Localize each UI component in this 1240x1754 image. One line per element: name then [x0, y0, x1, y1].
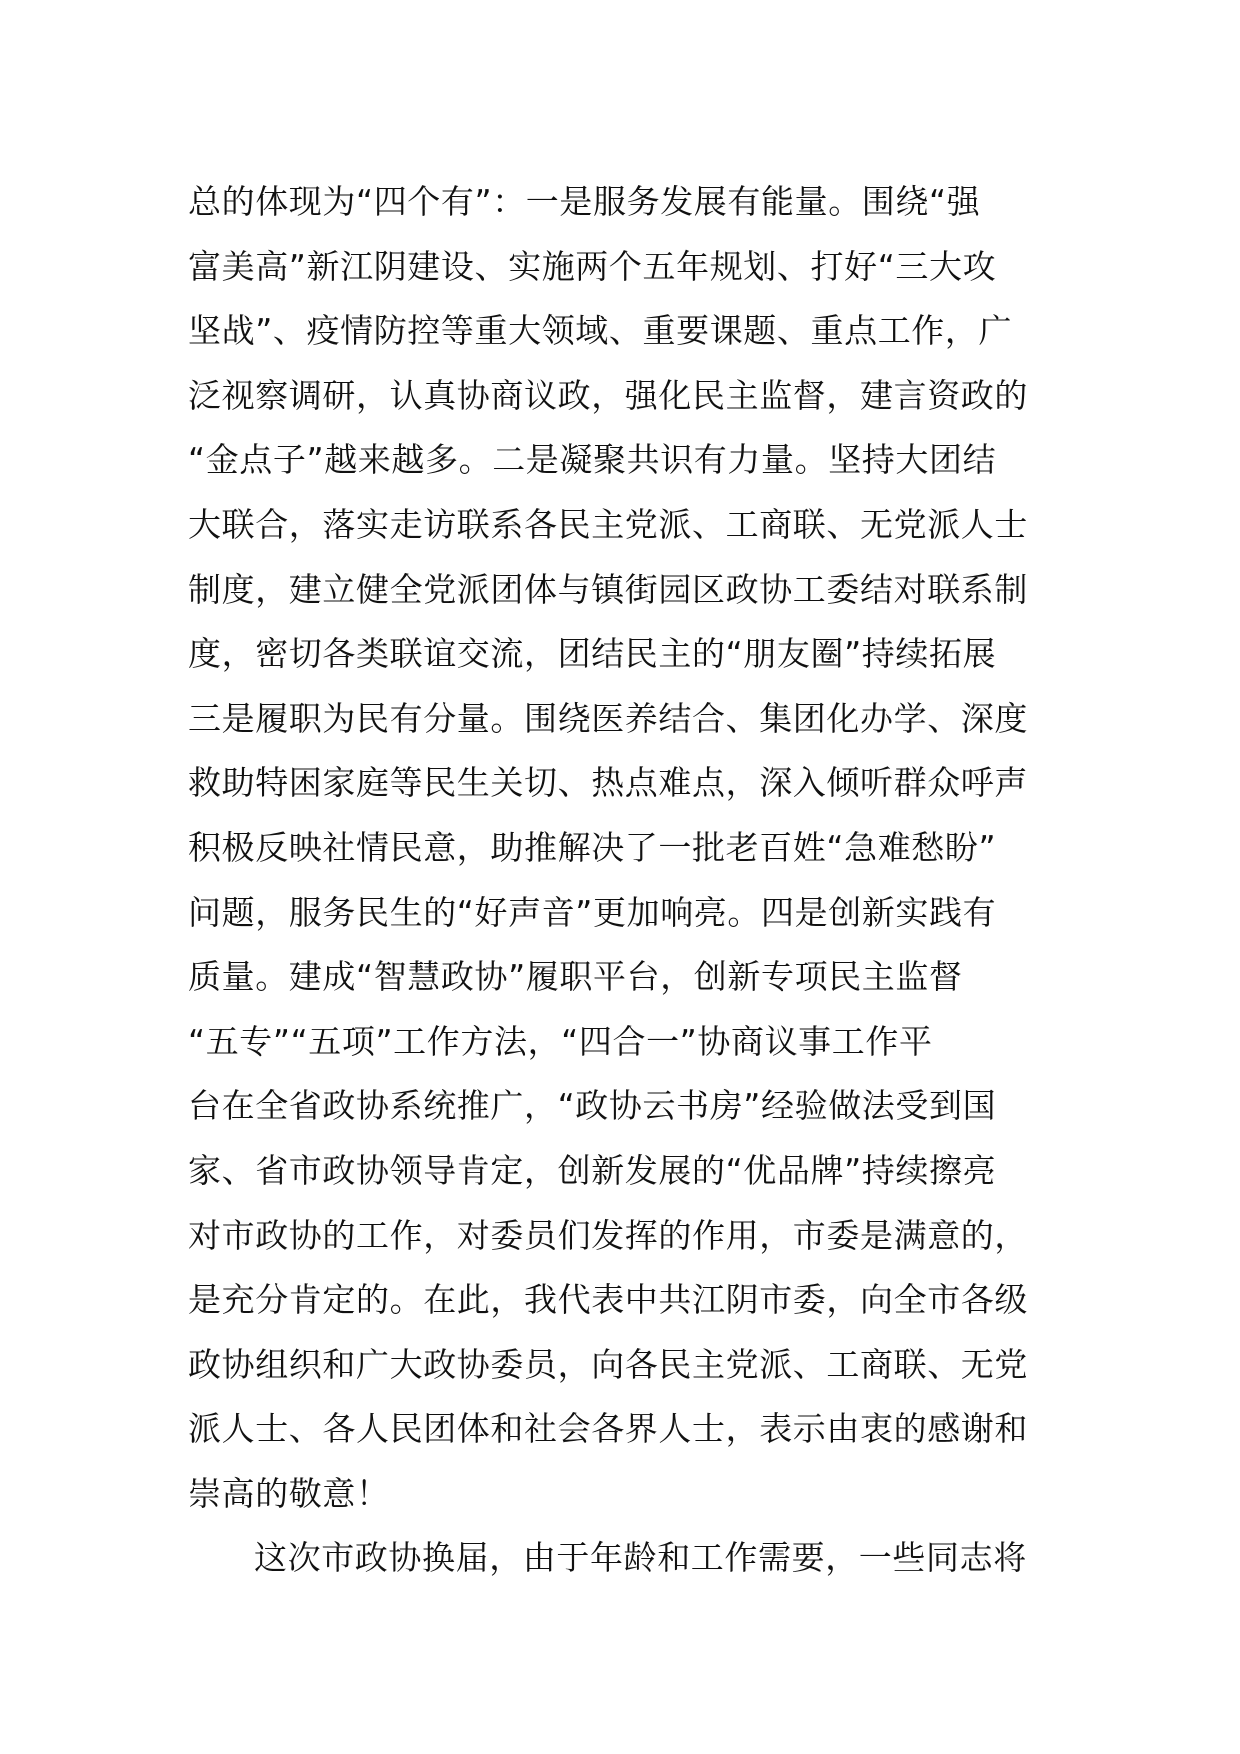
text-line: 大联合，落实走访联系各民主党派、工商联、无党派人士	[188, 504, 1028, 544]
text-line: “五专”“五项”工作方法，“四合一”协商议事工作平	[188, 1021, 933, 1061]
text-line: 派人士、各人民团体和社会各界人士，表示由衷的感谢和	[188, 1409, 1028, 1449]
text-line: 三是履职为民有分量。围绕医养结合、集团化办学、深度	[188, 698, 1028, 738]
text-line: 积极反映社情民意，助推解决了一批老百姓“急难愁盼”	[188, 827, 997, 867]
text-line: 救助特困家庭等民生关切、热点难点，深入倾听群众呼声	[188, 763, 1028, 803]
text-line: 是充分肯定的。在此，我代表中共江阴市委，向全市各级	[188, 1280, 1028, 1320]
body-text	[188, 170, 1058, 1591]
text-line: 崇高的敬意！	[188, 1473, 390, 1513]
text-line: 政协组织和广大政协委员，向各民主党派、工商联、无党	[188, 1344, 1028, 1384]
text-line: 度，密切各类联谊交流，团结民主的“朋友圈”持续拓展	[188, 634, 997, 674]
text-line: 总的体现为“四个有”：一是服务发展有能量。围绕“强	[188, 182, 981, 221]
paragraph-start-line: 这次市政协换届，由于年龄和工作需要，一些同志将	[254, 1538, 1027, 1578]
text-line: 坚战”、疫情防控等重大领域、重要课题、重点工作，广	[188, 311, 1013, 351]
text-line: “金点子”越来越多。二是凝聚共识有力量。坚持大团结	[188, 440, 997, 480]
text-line: 家、省市政协领导肯定，创新发展的“优品牌”持续擦亮	[188, 1150, 997, 1190]
text-line: 质量。建成“智慧政协”履职平台，创新专项民主监督	[188, 957, 963, 997]
text-line: 对市政协的工作，对委员们发挥的作用，市委是满意的，	[188, 1215, 1028, 1255]
text-line: 富美高”新江阴建设、实施两个五年规划、打好“三大攻	[188, 246, 997, 286]
text-line: 泛视察调研，认真协商议政，强化民主监督，建言资政的	[188, 375, 1028, 415]
text-line: 问题，服务民生的“好声音”更加响亮。四是创新实践有	[188, 892, 997, 932]
text-line: 制度，建立健全党派团体与镇街园区政协工委结对联系制	[188, 569, 1028, 609]
text-line: 台在全省政协系统推广，“政协云书房”经验做法受到国	[188, 1086, 997, 1126]
